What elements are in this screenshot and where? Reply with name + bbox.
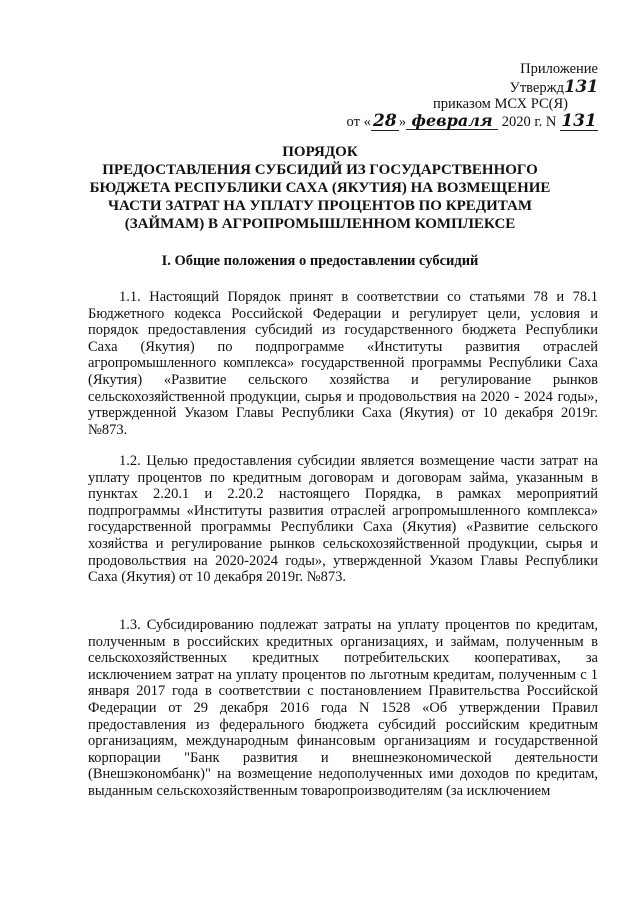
- title-line: ПРЕДОСТАВЛЕНИЯ СУБСИДИЙ ИЗ ГОСУДАРСТВЕННОГО: [102, 162, 538, 178]
- section-heading: I. Общие положения о предоставлении субсидий: [161, 253, 479, 269]
- title-line: ПОРЯДОК: [282, 144, 358, 160]
- document-title: [70, 143, 570, 233]
- paragraph-1-1: 1.1. Настоящий Порядок принят в соответствии со статьями 78 и 78.1 Бюджетного кодекса Российской Федерации и регулирует цели, условия и порядок предоставления субсидий из государственного бюджета Республики Саха (Якутия) по подпрограмме «Институты развития отраслей агропромышленного комплекса» государственной программы Республики Саха (Якутия) «Развитие сельского хозяйства и регулирование рынков сельскохозяйственной продукции, сырья и продовольствия на 2020 - 2024 годы», утвержденной Указом Главы Республики Саха (Якутия) от 10 декабря 2019г. №873.: [88, 289, 598, 438]
- order-reference: приказом МСХ РС(Я): [433, 96, 568, 112]
- approved-line: [510, 79, 598, 97]
- date-prefix: от «: [346, 114, 371, 130]
- title-line: БЮДЖЕТА РЕСПУБЛИКИ САХА (ЯКУТИЯ) НА ВОЗМЕЩЕНИЕ: [89, 180, 551, 196]
- handwritten-day: 28: [371, 113, 399, 131]
- title-line: ЧАСТИ ЗАТРАТ НА УПЛАТУ ПРОЦЕНТОВ ПО КРЕДИТАМ: [107, 198, 533, 214]
- date-mid: »: [398, 114, 407, 130]
- title-line: (ЗАЙМАМ) В АГРОПРОМЫШЛЕННОМ КОМПЛЕКСЕ: [124, 216, 516, 232]
- handwritten-approval-number: 131: [564, 77, 598, 97]
- paragraph-1-2: 1.2. Целью предоставления субсидии является возмещение части затрат на уплату процентов по кредитным договорам и договорам займа, указанным в пунктах 2.20.1 и 2.20.2 настоящего Порядка, в рамках мероприятий подпрограммы «Институты развития отраслей агропромышленного комплекса» государственной программы Республики Саха (Якутия) «Развитие сельского хозяйства и регулирование рынков сельскохозяйственной продукции, сырья и продовольствия на 2020-2024 годы», утвержденной Указом Главы Республики Саха (Якутия) от 10 декабря 2019г. №873.: [88, 453, 598, 586]
- paragraph-1-3: 1.3. Субсидированию подлежат затраты на уплату процентов по кредитам, полученным в российских кредитных организациях, и займам, полученным в сельскохозяйственных кредитных потребительских кооперативах, за исключением затрат на уплату процентов по льготным кредитам, полученным с 1 января 2017 года в соответствии с постановлением Правительства Российской Федерации от 29 декабря 2016 года N 1528 «Об утверждении Правил предоставления из федерального бюджета субсидий российским кредитным организациям, международным финансовым организациям и государственной корпорации "Банк развития и внешнеэкономической деятельности (Внешэкономбанк)" на возмещение недополученных ими доходов по кредитам, выданным сельскохозяйственным товаропроизводителям (за исключением: [88, 617, 598, 799]
- year-and-number-label: 2020 г. N: [501, 114, 557, 130]
- approved-prefix: Утвержд: [509, 80, 564, 96]
- order-date-line: [347, 112, 598, 131]
- appendix-label: Приложение: [520, 61, 598, 77]
- handwritten-month: февраля: [406, 112, 498, 130]
- handwritten-order-number: 131: [561, 111, 597, 131]
